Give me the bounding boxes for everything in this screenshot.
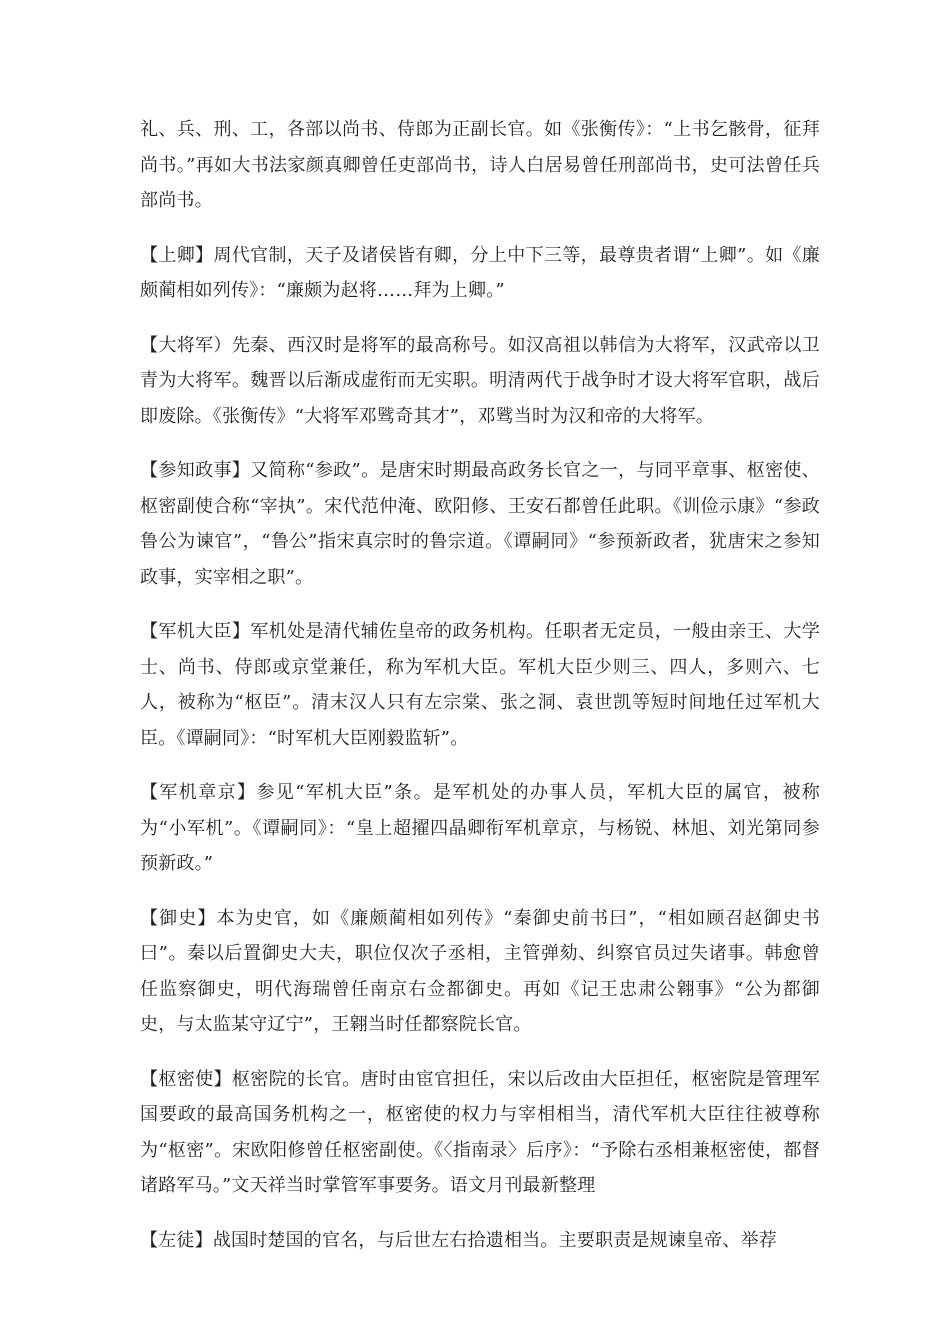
paragraph-canzhizhengshi bbox=[140, 453, 820, 595]
entry-text: 先秦、西汉时是将军的最高称号。如汉高祖以韩信为大将军，汉武帝以卫青为大将军。魏晋以后渐成虚衔而无实职。明清两代于战争时才设大将军官职，战后即废除。《张衡传》“大将军邓骘奇其才”，邓骘当时为汉和帝的大将军。 bbox=[140, 334, 820, 427]
entry-text: 战国时楚国的官名，与后世左右拾遗相当。主要职责是规谏皇帝、举荐 bbox=[212, 1229, 778, 1251]
paragraph-junjizhangjing bbox=[140, 775, 820, 882]
paragraph-dajiangjun bbox=[140, 328, 820, 435]
entry-term: 【左徒】 bbox=[140, 1229, 213, 1251]
entry-text: 军机处是清代辅佐皇帝的政务机构。任职者无定员，一般由亲王、大学士、尚书、侍郎或京堂兼任，称为军机大臣。军机大臣少则三、四人，多则六、七人，被称为“枢臣”。清末汉人只有左宗棠、张之洞、袁世凯等短时间地任过军机大臣。《谭嗣同》：“时军机大臣刚毅监斩”。 bbox=[140, 621, 821, 749]
document-body bbox=[140, 112, 820, 1277]
paragraph-yushi bbox=[140, 901, 820, 1043]
paragraph-shangshu-continued bbox=[140, 112, 820, 219]
entry-term: 【军机大臣】 bbox=[140, 621, 251, 642]
entry-term: 【上卿】 bbox=[140, 244, 214, 266]
paragraph-shumishi bbox=[140, 1062, 820, 1204]
entry-text: 周代官制，天子及诸侯皆有卿，分上中下三等，最尊贵者谓“上卿”。如《廉颇蔺相如列传》：“廉颇为赵将……拜为上卿。” bbox=[140, 244, 820, 301]
entry-text: 参见“军机大臣”条。是军机处的办事人员，军机大臣的属官，被称为“小军机”。《谭嗣同》：“皇上超擢四晶卿衔军机章京，与杨锐、林旭、刘光第同参预新政。” bbox=[140, 782, 820, 874]
entry-term: 【枢密使】 bbox=[140, 1068, 232, 1090]
entry-term: 【御史】 bbox=[140, 907, 217, 929]
paragraph-junjidachen bbox=[140, 614, 820, 756]
entry-term: 【大将军） bbox=[140, 334, 232, 356]
paragraph-shangqing bbox=[140, 238, 820, 309]
paragraph-zuotu bbox=[140, 1223, 820, 1259]
entry-term: 【军机章京】 bbox=[140, 782, 257, 803]
entry-term: 【参知政事】 bbox=[140, 460, 251, 481]
entry-text: 本为史官，如《廉颇蔺相如列传》“秦御史前书曰”，“相如顾召赵御史书曰”。秦以后置御史大夫，职位仅次子丞相，主管弹劾、纠察官员过失诸事。韩愈曾任监察御史，明代海瑞曾任南京右佥都御史。再如《记王忠肃公翱事》“公为都御史，与太监某守辽宁”，王翱当时任都察院长官。 bbox=[140, 907, 820, 1035]
entry-text: 礼、兵、刑、工，各部以尚书、侍郎为正副长官。如《张衡传》：“上书乞骸骨，征拜尚书。”再如大书法家颜真卿曾任吏部尚书，诗人白居易曾任刑部尚书，史可法曾任兵部尚书。 bbox=[140, 119, 820, 211]
entry-text: 枢密院的长官。唐时由宦官担任，宋以后改由大臣担任，枢密院是管理军国要政的最高国务机构之一，枢密使的权力与宰相相当，清代军机大臣往往被尊称为“枢密”。宋欧阳修曾任枢密副使。《〈指南录〉后序》：“予除右丞相兼枢密使，都督诸路军马。”文天祥当时掌管军事要务。语文月刊最新整理 bbox=[140, 1068, 820, 1196]
entry-text: 又简称“参政”。是唐宋时期最高政务长官之一，与同平章事、枢密使、枢密副使合称“宰执”。宋代范仲淹、欧阳修、王安石都曾任此职。《训俭示康》“参政鲁公为谏官”，“鲁公”指宋真宗时的鲁宗道。《谭嗣同》“参预新政者，犹唐宋之参知政事，实宰相之职”。 bbox=[140, 460, 820, 588]
